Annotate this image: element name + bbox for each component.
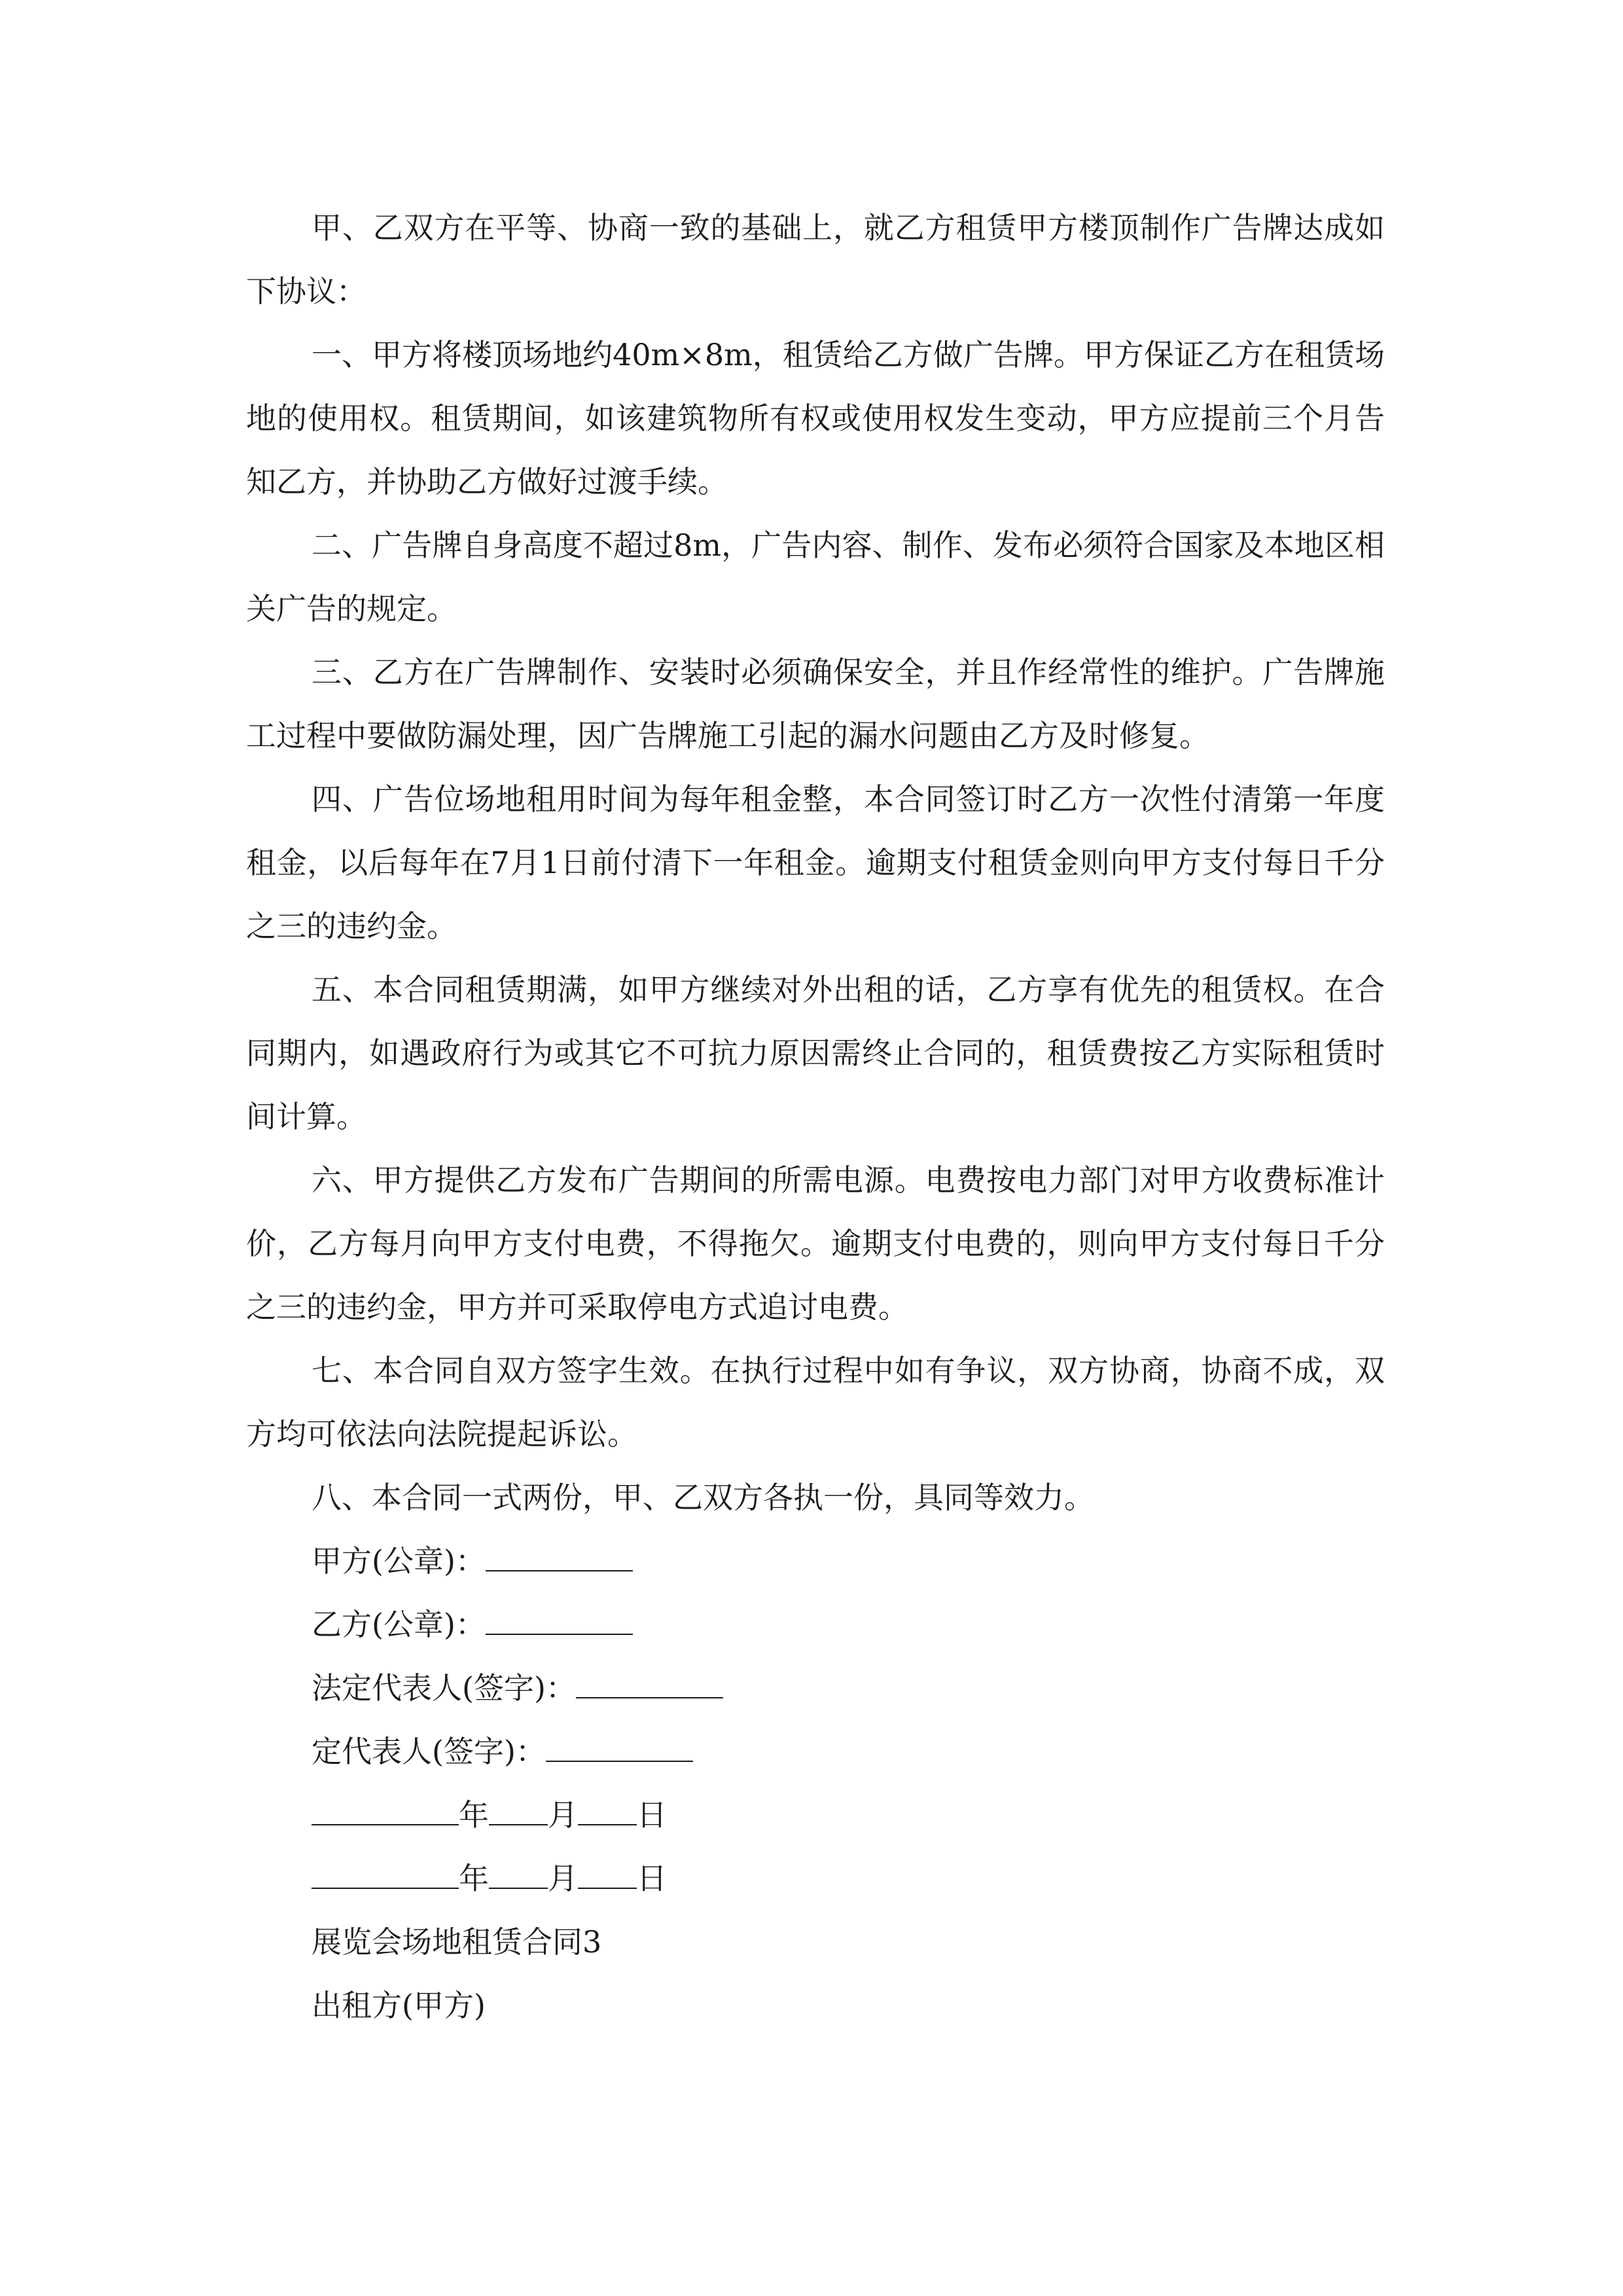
date-month-blank	[489, 1798, 548, 1825]
date-year-label: 年	[459, 1861, 489, 1896]
signature-rep-label: 定代表人(签字)：	[312, 1734, 546, 1769]
next-contract-title: 展览会场地租赁合同3	[312, 1924, 602, 1960]
paragraph-clause-7: 七、本合同自双方签字生效。在执行过程中如有争议，双方协商，协商不成，双方均可依法向法院提起诉讼。	[246, 1353, 1385, 1452]
signature-rep	[246, 1720, 1385, 1784]
signature-party-b-blank	[486, 1607, 633, 1635]
date-day-label: 日	[637, 1797, 667, 1833]
paragraph-preamble: 甲、乙双方在平等、协商一致的基础上，就乙方租赁甲方楼顶制作广告牌达成如下协议：	[246, 210, 1385, 309]
date-year-blank	[312, 1798, 459, 1825]
paragraph-clause-3: 三、乙方在广告牌制作、安装时必须确保安全，并且作经常性的维护。广告牌施工过程中要做防漏处理，因广告牌施工引起的漏水问题由乙方及时修复。	[246, 655, 1385, 753]
signature-party-b	[246, 1593, 1385, 1657]
lessor-label: 出租方(甲方)	[312, 1988, 486, 2023]
signature-party-b-label: 乙方(公章)：	[312, 1607, 486, 1642]
date-month-label: 月	[548, 1797, 578, 1833]
paragraph-clause-1: 一、甲方将楼顶场地约40m×8m，租赁给乙方做广告牌。甲方保证乙方在租赁场地的使用权。租赁期间，如该建筑物所有权或使用权发生变动，甲方应提前三个月告知乙方，并协助乙方做好过渡手续。	[246, 337, 1385, 499]
paragraph-clause-2: 二、广告牌自身高度不超过8m，广告内容、制作、发布必须符合国家及本地区相关广告的规定。	[246, 528, 1385, 626]
date-year-label: 年	[459, 1797, 489, 1833]
date-year-blank	[312, 1861, 459, 1889]
signature-legal-rep	[246, 1657, 1385, 1720]
signature-legal-rep-blank	[576, 1671, 723, 1698]
signature-party-a-label: 甲方(公章)：	[312, 1543, 486, 1579]
signature-party-a	[246, 1530, 1385, 1593]
date-day-blank	[578, 1861, 637, 1889]
date-day-label: 日	[637, 1861, 667, 1896]
date-line-2	[246, 1847, 1385, 1910]
paragraph-clause-4: 四、广告位场地租用时间为每年租金整，本合同签订时乙方一次性付清第一年度租金，以后每年在7月1日前付清下一年租金。逾期支付租赁金则向甲方支付每日千分之三的违约金。	[246, 781, 1385, 944]
date-line-1	[246, 1784, 1385, 1847]
paragraph-clause-5: 五、本合同租赁期满，如甲方继续对外出租的话，乙方享有优先的租赁权。在合同期内，如遇政府行为或其它不可抗力原因需终止合同的，租赁费按乙方实际租赁时间计算。	[246, 972, 1385, 1134]
date-month-label: 月	[548, 1861, 578, 1896]
paragraph-clause-6: 六、甲方提供乙方发布广告期间的所需电源。电费按电力部门对甲方收费标准计价，乙方每月向甲方支付电费，不得拖欠。逾期支付电费的，则向甲方支付每日千分之三的违约金，甲方并可采取停电方式追讨电费。	[246, 1162, 1385, 1325]
signature-legal-rep-label: 法定代表人(签字)：	[312, 1670, 576, 1706]
date-month-blank	[489, 1861, 548, 1889]
document-body	[246, 196, 1385, 2037]
paragraph-clause-8: 八、本合同一式两份，甲、乙双方各执一份，具同等效力。	[312, 1480, 1094, 1515]
signature-party-a-blank	[486, 1544, 633, 1571]
signature-rep-blank	[546, 1734, 693, 1762]
date-day-blank	[578, 1798, 637, 1825]
